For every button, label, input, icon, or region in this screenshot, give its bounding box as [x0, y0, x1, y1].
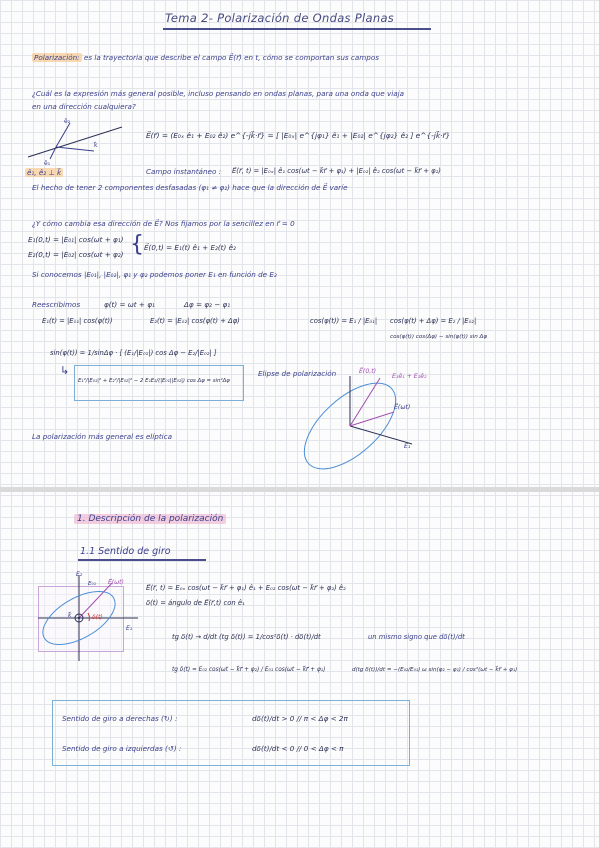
tangent-ratio: tg δ(t) = E₀₂ cos(ωt − k⃗r⃗ + φ₂) / E₀₁ cos(ωt − k⃗r⃗ + φ₁): [172, 667, 326, 673]
instantaneous-equation: E⃗(r⃗, t) = |E₀ₓ| ê₁ cos(ωt − k⃗r⃗ + φ₁) + |E₀₂| ê₂ cos(ωt − k⃗r⃗ + φ₂): [232, 167, 441, 175]
question-line-2: en una dirección cualquiera?: [32, 102, 136, 111]
rotation-e0-label: E₀₁: [88, 581, 97, 587]
e2-component: E₂(0,t) = |E₀₂| cos(ωt + φ₂): [28, 250, 124, 259]
left-handed-condition: dδ(t)/dt < 0 // 0 < Δφ < π: [252, 744, 344, 753]
tangent-derivative: tg δ(t) → d/dt (tg δ(t)) = 1/cos²δ(t) · dδ(t)/dt: [172, 633, 321, 641]
tangent-ratio-derivative: d(tg δ(t))/dt = −(E₀₂/E₀₁) ω sin(φ₂ − φ₁) / cos²(ωt − k⃗r⃗ + φ₁): [352, 667, 518, 673]
e1-component: E₁(0,t) = |E₀₁| cos(ωt + φ₁): [28, 235, 124, 244]
e2-phi-form: E₂(t) = |E₀₂| cos(φ(t) + Δφ): [150, 317, 240, 325]
e1-phi-form: E₁(t) = |E₀₁| cos(φ(t)): [42, 317, 113, 325]
section-heading-line: [74, 515, 226, 524]
rotation-delta-label: δ(t): [92, 614, 103, 621]
orthogonal-line: [25, 168, 63, 177]
rotation-sense-box: [52, 700, 410, 766]
rotation-e2-label: E₂: [76, 571, 83, 578]
section-divider: [0, 487, 599, 492]
rotation-eomega-label: E⃗(ωt): [108, 579, 124, 586]
polarization-term: Polarización:: [34, 53, 80, 62]
question-line-1: ¿Cuál es la expresión más general posible, incluso pensando en ondas planas, para una onda que viaja: [32, 89, 405, 98]
ellipse-vector-label: E⃗(0,t): [359, 368, 377, 375]
basis-vectors-diagram: [22, 113, 132, 173]
tangent-note: un mismo signo que dδ(t)/dt: [368, 633, 465, 641]
brace-symbol: {: [130, 232, 144, 257]
cos-sum: cos(φ(t) + Δφ) = E₂ / |E₀₂|: [390, 317, 477, 325]
implication-arrow: ↳: [60, 364, 70, 377]
conclusion: La polarización más general es elíptica: [32, 432, 173, 441]
section-field-equation: E⃗(r⃗, t) = E₀ₓ cos(ωt − k⃗r⃗ + φ₁) ê₁ + E₀₂ cos(ωt − k⃗r⃗ + φ₂) ê₂: [146, 584, 346, 592]
right-handed-label: Sentido de giro a derechas (↻) :: [62, 714, 178, 723]
rotation-k-label: k⃗: [68, 612, 72, 619]
left-handed-label: Sentido de giro a izquierdas (↺) :: [62, 744, 182, 753]
ellipse-omega-label: E⃗(ωt): [394, 404, 411, 411]
phi-definition: φ(t) = ωt + φ₁: [104, 300, 155, 309]
phasor-field-equation: E⃗(r⃗) = (E₀ₓ ê₁ + E₀₂ ê₂) e^{-jk⃗·r⃗} = [ |E₀ₓ| e^{jφ₁} ê₁ + |E₀₂| e^{jφ₂} ê₂ ] e^{-jk⃗·r⃗}: [146, 131, 451, 140]
svg-text:k⃗: k⃗: [94, 142, 98, 149]
delta-definition: δ(t) = ángulo de E⃗(r⃗,t) con ê₁: [146, 599, 245, 607]
cos-phi: cos(φ(t)) = E₁ / |E₀₁|: [310, 317, 378, 325]
sin-phi: sin(φ(t)) = 1/sinΔφ · [ (E₁/|E₀₁|) cos Δφ − E₂/|E₀₂| ]: [50, 349, 217, 357]
polarization-definition: es la trayectoria que describe el campo E⃗(r⃗) en t, cómo se comportan sus campos: [83, 53, 379, 62]
delta-phi-definition: Δφ = φ₂ − φ₁: [184, 300, 231, 309]
ellipse-components-label: E₁ê₁ + E₂ê₂: [392, 373, 427, 380]
rewrite-label: Reescribimos: [32, 300, 81, 309]
orthogonal-condition: ê₁, ê₂ ⊥ k⃗: [27, 168, 62, 177]
title-underline: [163, 28, 431, 30]
vector-sum: E⃗(0,t) = E₁(t) ê₁ + E₂(t) ê₂: [144, 243, 236, 252]
ellipse-equation: E₁²/|E₀₁|² + E₂²/|E₀₂|² − 2 E₁E₂/(|E₀₁||E₀₂|) cos Δφ = sin²Δφ: [78, 378, 230, 384]
right-handed-condition: dδ(t)/dt > 0 // π < Δφ < 2π: [252, 714, 348, 723]
ellipse-label: Elipse de polarización: [258, 369, 337, 378]
svg-text:ê₁: ê₁: [44, 160, 51, 167]
direction-question: ¿Y cómo cambia esa dirección de E⃗? Nos fijamos por la sencillez en r⃗ = 0: [32, 219, 295, 228]
section-heading: 1. Descripción de la polarización: [74, 514, 226, 524]
instantaneous-label: Campo instantáneo :: [146, 167, 222, 176]
definition-line: [32, 53, 379, 62]
ellipse-axis-label: E₁: [404, 443, 411, 450]
subsection-underline: [78, 559, 206, 561]
phase-note: El hecho de tener 2 componentes desfasadas (φ₁ ≠ φ₂) hace que la dirección de E⃗ varíe: [32, 183, 348, 192]
known-parameters: Si conocemos |E₀₁|, |E₀₂|, φ₁ y φ₂ podemos poner E₁ en función de E₂: [32, 270, 277, 279]
svg-text:ê₂: ê₂: [64, 118, 71, 125]
cos-expansion: cos(φ(t)) cos(Δφ) − sin(φ(t)) sin Δφ: [390, 334, 488, 340]
page-title: Tema 2- Polarización de Ondas Planas: [165, 11, 395, 25]
subsection-heading: 1.1 Sentido de giro: [80, 546, 171, 557]
polarization-ellipse-diagram: [300, 376, 440, 476]
rotation-e1-label: E₁: [126, 625, 133, 632]
